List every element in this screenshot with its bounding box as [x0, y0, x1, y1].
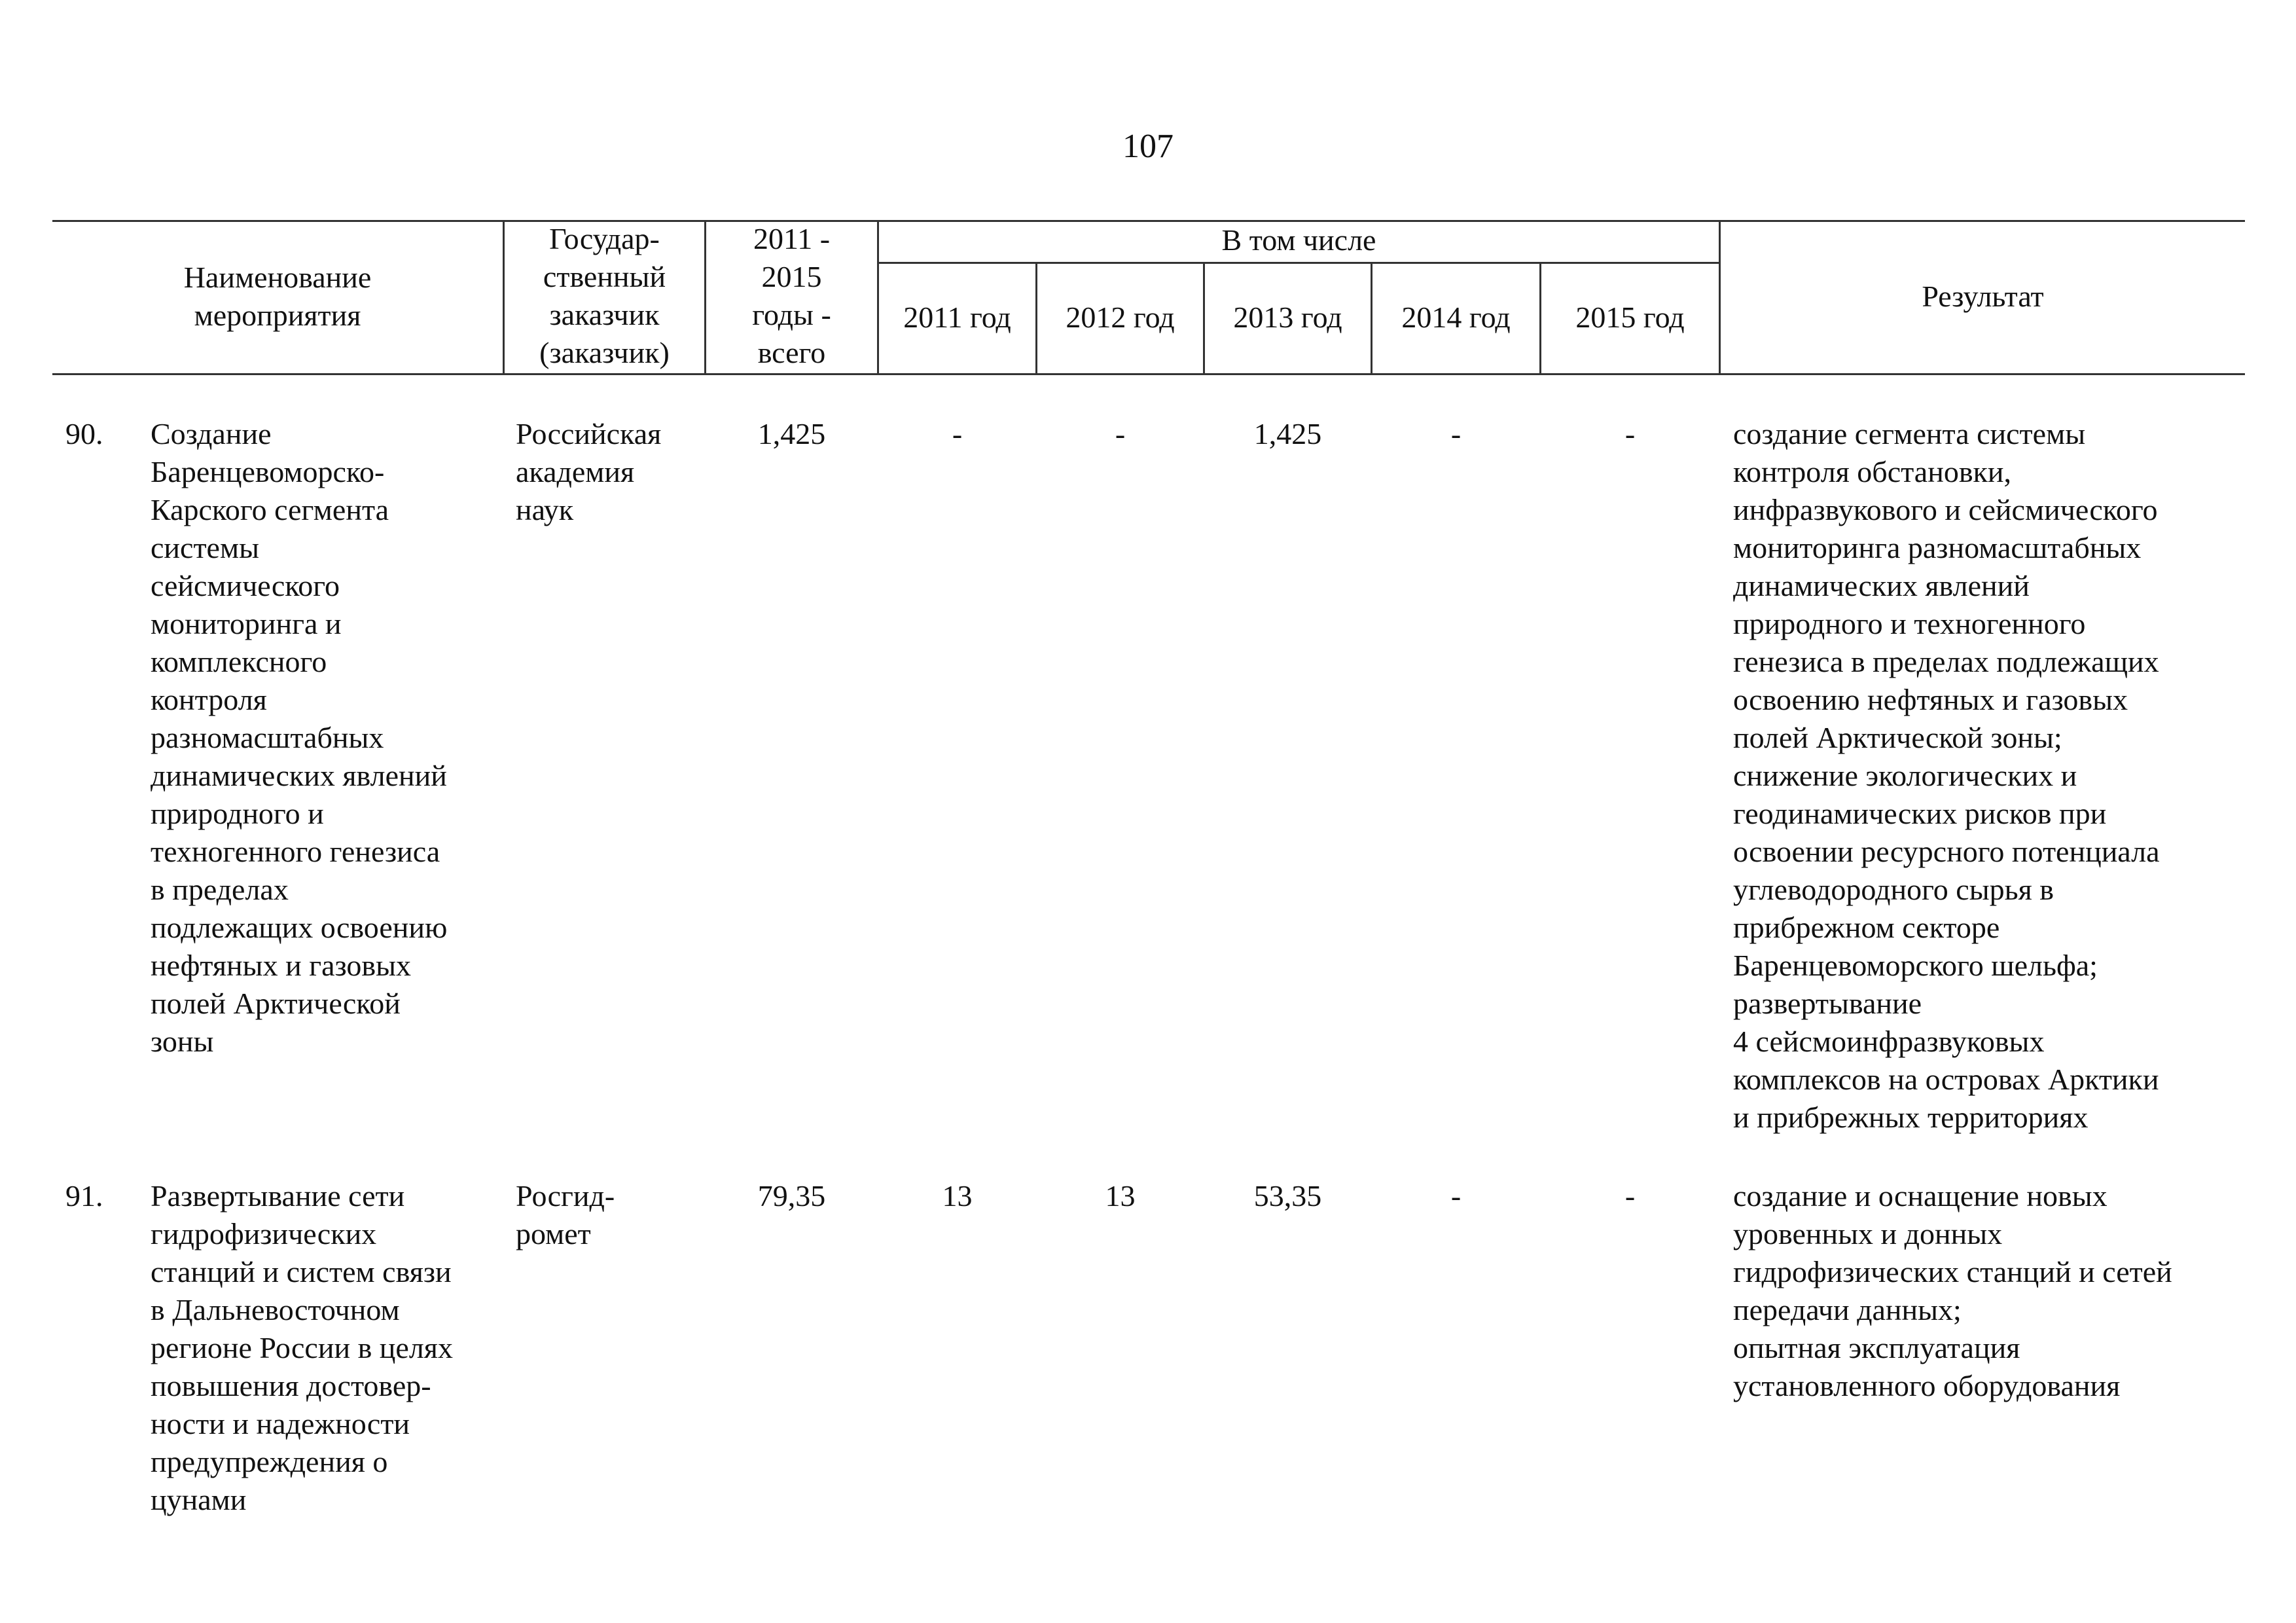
row-90-value-2013: 1,425 — [1253, 417, 1322, 450]
header-customer: Государ- ственный заказчик (заказчик) — [539, 222, 670, 369]
header-year-2014: 2014 год — [1401, 301, 1511, 334]
row-91-value-2014: - — [1450, 1179, 1462, 1213]
row-91-name: Развертывание сети гидрофизических станций и систем связи в Дальневосточном регионе России в целях повышения достовер- ности и надежности предупреждения о цунами — [151, 1179, 453, 1516]
row-90-value-2015: - — [1624, 417, 1636, 450]
header-year-2013: 2013 год — [1233, 301, 1342, 334]
header-year-group: В том числе — [1221, 223, 1376, 257]
row-91-value-2015: - — [1624, 1179, 1636, 1213]
row-90-customer: Российская академия наук — [516, 417, 662, 526]
row-90-value-2014: - — [1450, 417, 1462, 450]
year-group-divider — [877, 262, 1719, 264]
row-91-value-2012: 13 — [1105, 1179, 1136, 1213]
row-91-value-2011: 13 — [942, 1179, 973, 1213]
row-90-value-2011: - — [952, 417, 963, 450]
header-year-2012: 2012 год — [1066, 301, 1175, 334]
row-91-value-2013: 53,35 — [1253, 1179, 1322, 1213]
row-90-number: 90. — [65, 417, 103, 450]
header-year-2015: 2015 год — [1575, 301, 1685, 334]
row-90-value-2012: - — [1115, 417, 1126, 450]
header-year-2011: 2011 год — [903, 301, 1011, 334]
header-result: Результат — [1922, 280, 2044, 313]
row-91-result: создание и оснащение новых уровенных и донных гидрофизических станций и сетей передачи данных; опытная эксплуатация установленного оборудования — [1733, 1179, 2172, 1402]
row-90-name: Создание Баренцевоморско- Карского сегмента системы сейсмического мониторинга и комплексного контроля разномасштабных динамических явлений природного и техногенного генезиса в пределах подлежащих освоению нефтяных и газовых полей Арктической зоны — [151, 417, 448, 1058]
row-91-total: 79,35 — [757, 1179, 826, 1213]
table-header-bottom-rule — [52, 373, 2245, 375]
header-name: Наименование мероприятия — [183, 261, 372, 332]
header-total: 2011 - 2015 годы - всего — [752, 222, 831, 369]
page-number: 107 — [1122, 128, 1174, 165]
row-91-customer: Росгид- ромет — [516, 1179, 615, 1250]
row-91-number: 91. — [65, 1179, 103, 1213]
row-90-result: создание сегмента системы контроля обстановки, инфразвукового и сейсмического мониторинга разномасштабных динамических явлений природного и техногенного генезиса в пределах подлежащих освоению нефтяных и газовых полей Арктической зоны; снижение экологических и геодинамических рисков при освоении ресурсного потенциала углеводородного сырья в прибрежном секторе Баренцевоморского шельфа; развертывание 4 сейсмоинфразвуковых комплексов на островах Арктики и прибрежных территориях — [1733, 417, 2160, 1134]
row-90-total: 1,425 — [757, 417, 826, 450]
